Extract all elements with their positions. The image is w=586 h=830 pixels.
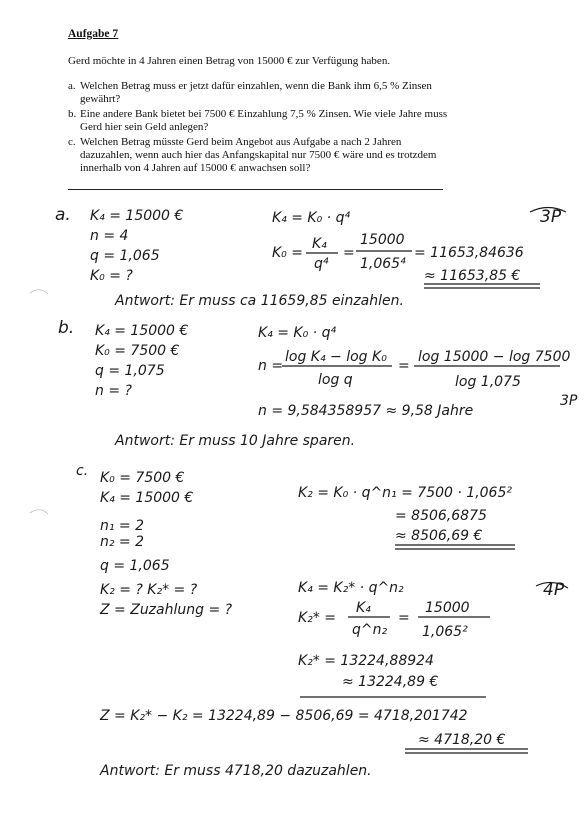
part-c-k2star-lhs: K₂* = [298, 610, 336, 626]
part-b-formula: K₄ = K₀ · q⁴ [258, 325, 337, 341]
part-c-given: q = 1,065 [100, 558, 170, 574]
part-c-given: n₁ = 2 [100, 518, 145, 534]
part-a-k0-lhs: K₀ = [272, 245, 303, 261]
equals-sign: = [343, 245, 355, 261]
part-c-z-line: Z = K₂* − K₂ = 13224,89 − 8506,69 = 4718,201742 [100, 708, 468, 724]
question-label: a. [68, 80, 76, 92]
part-c-k2star-value: K₂* = 13224,88924 [298, 653, 434, 669]
part-a-points: 3P [540, 207, 562, 227]
part-c-k2star-rounded: ≈ 13224,89 € [342, 674, 439, 690]
fraction-numerator: 15000 [425, 600, 470, 616]
question-label: b. [68, 108, 77, 120]
fraction-denominator: log 1,075 [455, 374, 521, 390]
part-c-answer: Antwort: Er muss 4718,20 dazuzahlen. [100, 763, 372, 779]
fraction-numerator: K₄ [312, 236, 327, 252]
part-b-n-lhs: n = [258, 358, 284, 374]
task-title: Aufgabe 7 [68, 28, 119, 40]
part-c-label: c. [76, 463, 89, 479]
part-c-given: K₄ = 15000 € [100, 490, 194, 506]
scan-mark [30, 510, 48, 514]
task-intro: Gerd möchte in 4 Jahren einen Betrag von 15000 € zur Verfügung haben. [68, 55, 391, 67]
fraction-numerator: 15000 [360, 232, 405, 248]
part-c-given: K₀ = 7500 € [100, 470, 185, 486]
question-text: Welchen Betrag muss er jetzt dafür einzahlen, wenn die Bank ihm 6,5 % Zinsen gewährt? [80, 80, 432, 105]
part-a-result: = 11653,84636 [414, 245, 524, 261]
fraction-denominator: q⁴ [314, 256, 329, 272]
part-b-given: n = ? [95, 383, 132, 399]
equals-sign: = [398, 358, 410, 374]
question-label: c. [68, 136, 76, 148]
part-c-z-rounded: ≈ 4718,20 € [418, 732, 506, 748]
part-a-given: q = 1,065 [90, 248, 160, 264]
equals-sign: = [398, 610, 410, 626]
part-c-k2-formula: K₂ = K₀ · q^n₁ = 7500 · 1,065² [298, 485, 512, 501]
fraction-denominator: 1,065⁴ [360, 256, 406, 272]
part-b-answer: Antwort: Er muss 10 Jahre sparen. [115, 433, 356, 449]
fraction-numerator: log 15000 − log 7500 [418, 349, 571, 365]
part-b-points: 3P [560, 393, 578, 409]
question-text: Welchen Betrag müsste Gerd beim Angebot aus Aufgabe a nach 2 Jahren dazuzahlen, wenn auch hier das Anfangskapital nur 7500 € wäre und es trotzdem innerhalb von 4 Jahren auf 15000 € anwachsen soll? [80, 136, 437, 174]
part-b-result: n = 9,584358957 ≈ 9,58 Jahre [258, 403, 474, 419]
part-c-k2-value: = 8506,6875 [395, 508, 487, 524]
part-a-given: n = 4 [90, 228, 129, 244]
part-c-given: K₂ = ? K₂* = ? [100, 582, 198, 598]
scan-mark [30, 290, 48, 294]
fraction-numerator: log K₄ − log K₀ [285, 349, 387, 365]
part-a-given: K₄ = 15000 € [90, 208, 184, 224]
part-c-k4-formula: K₄ = K₂* · q^n₂ [298, 580, 404, 596]
part-a-rounded: ≈ 11653,85 € [424, 268, 521, 284]
part-c-k2-rounded: ≈ 8506,69 € [395, 528, 483, 544]
part-b-given: K₄ = 15000 € [95, 323, 189, 339]
part-a-given: K₀ = ? [90, 268, 133, 284]
part-c-points: 4P [543, 580, 565, 600]
part-b-label: b. [58, 318, 75, 338]
part-b-given: K₀ = 7500 € [95, 343, 180, 359]
fraction-denominator: q^n₂ [352, 622, 388, 638]
fraction-numerator: K₄ [356, 600, 371, 616]
part-a-formula: K₄ = K₀ · q⁴ [272, 210, 351, 226]
fraction-denominator: log q [318, 372, 353, 388]
part-c-given: n₂ = 2 [100, 534, 145, 550]
part-b-given: q = 1,075 [95, 363, 165, 379]
fraction-denominator: 1,065² [422, 624, 468, 640]
question-text: Eine andere Bank bietet bei 7500 € Einzahlung 7,5 % Zinsen. Wie viele Jahre muss Gerd hier sein Geld anlegen? [80, 108, 448, 133]
part-a-answer: Antwort: Er muss ca 11659,85 einzahlen. [115, 293, 404, 309]
part-a-label: a. [55, 205, 71, 225]
part-c-given: Z = Zuzahlung = ? [100, 602, 233, 618]
